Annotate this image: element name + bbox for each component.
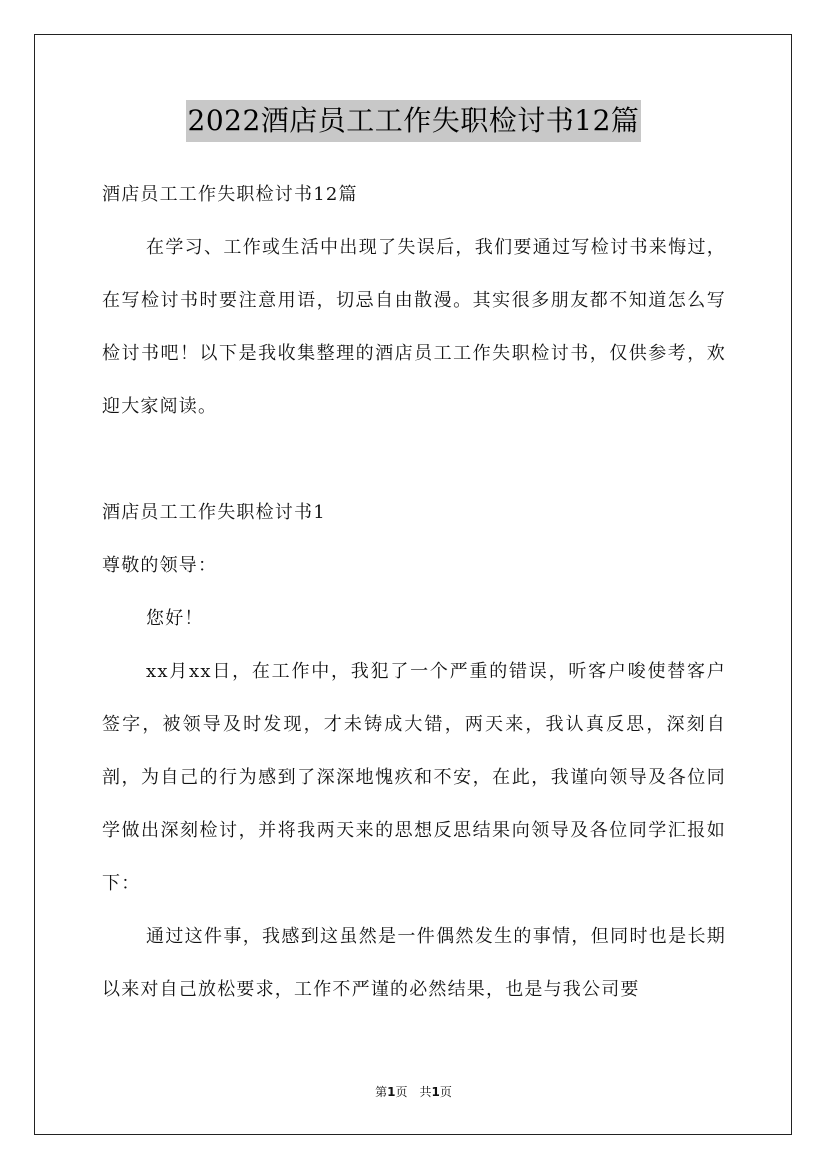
section-heading: 酒店员工工作失职检讨书1 [102, 502, 326, 523]
blank-line [102, 433, 726, 486]
body-paragraph-1: xx月xx日，在工作中，我犯了一个严重的错误，听客户唆使替客户签字，被领导及时发现，才未铸成大错，两天来，我认真反思，深刻自剖，为自己的行为感到了深深地愧疚和不安，在此，我谨向领导及各位同学做出深刻检讨，并将我两天来的思想反思结果向领导及各位同学汇报如下： [102, 661, 726, 894]
document-body [102, 168, 726, 1016]
footer-suffix: 页 [439, 1085, 452, 1099]
intro-paragraph: 在学习、工作或生活中出现了失误后，我们要通过写检讨书来悔过，在写检讨书时要注意用语，切忌自由散漫。其实很多朋友都不知道怎么写检讨书吧！以下是我收集整理的酒店员工工作失职检讨书，仅供参考，欢迎大家阅读。 [102, 237, 726, 417]
footer-page-number: 1 [387, 1085, 396, 1099]
salutation: 尊敬的领导： [102, 555, 218, 576]
document-subtitle: 酒店员工工作失职检讨书12篇 [102, 184, 358, 205]
page-footer [0, 1083, 827, 1100]
footer-page-total: 1 [431, 1085, 440, 1099]
footer-prefix: 第 [375, 1085, 388, 1099]
title-container [0, 100, 827, 142]
greeting: 您好！ [146, 608, 204, 629]
footer-mid: 页 共 [395, 1085, 432, 1099]
body-paragraph-2: 通过这件事，我感到这虽然是一件偶然发生的事情，但同时也是长期以来对自己放松要求，工作不严谨的必然结果，也是与我公司要 [102, 926, 726, 1000]
document-title: 2022酒店员工工作失职检讨书12篇 [186, 100, 642, 142]
